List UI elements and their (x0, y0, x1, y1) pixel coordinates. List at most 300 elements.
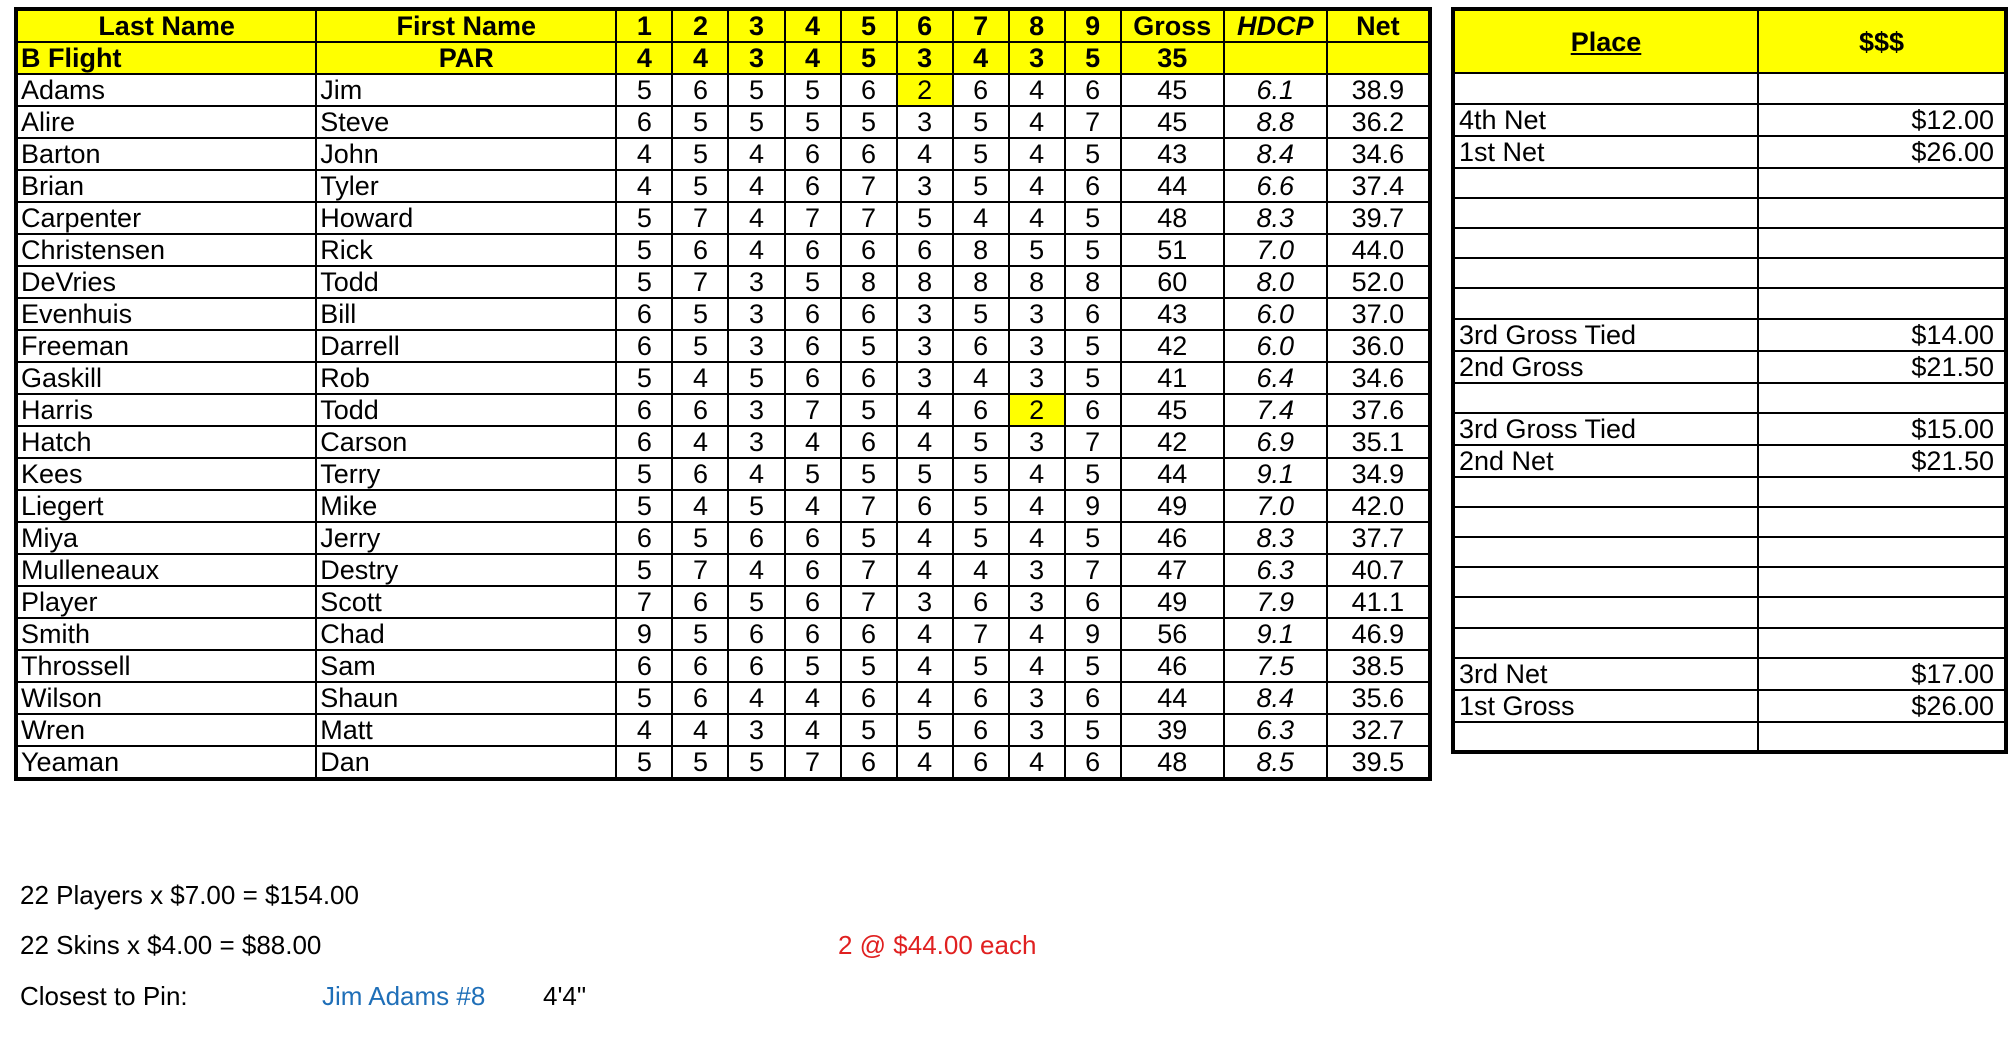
hole-3-score: 3 (728, 330, 784, 362)
net-cell: 32.7 (1327, 714, 1430, 746)
first-name-cell: Matt (316, 714, 616, 746)
net-cell: 34.9 (1327, 458, 1430, 490)
first-name-cell: Darrell (316, 330, 616, 362)
payout-header-row (1453, 9, 2006, 73)
place-cell (1453, 722, 1758, 752)
place-cell (1453, 477, 1758, 507)
net-cell: 46.9 (1327, 618, 1430, 650)
place-header-label: Place (1570, 26, 1642, 57)
hole-4-score: 6 (785, 138, 841, 170)
hole-1-score: 5 (616, 746, 672, 779)
hole-2-score: 5 (672, 618, 728, 650)
gross-cell: 44 (1121, 458, 1224, 490)
hdcp-header: HDCP (1224, 9, 1327, 42)
gross-cell: 44 (1121, 682, 1224, 714)
table-row (16, 202, 1430, 234)
table-row (16, 650, 1430, 682)
hole-9-score: 5 (1065, 234, 1121, 266)
gross-cell: 51 (1121, 234, 1224, 266)
hole-3-score: 5 (728, 362, 784, 394)
gross-cell: 46 (1121, 650, 1224, 682)
hole-7-score: 5 (953, 650, 1009, 682)
first-name-cell: Jim (316, 74, 616, 106)
hole-9-score: 6 (1065, 170, 1121, 202)
money-cell (1758, 73, 2006, 103)
par-hole-9: 5 (1065, 42, 1121, 74)
hole-5-header: 5 (841, 9, 897, 42)
net-cell: 38.9 (1327, 74, 1430, 106)
place-cell (1453, 198, 1758, 228)
net-cell: 38.5 (1327, 650, 1430, 682)
hole-9-score: 7 (1065, 554, 1121, 586)
payout-row (1453, 690, 2006, 722)
place-cell: 4th Net (1453, 104, 1758, 136)
hole-5-score: 6 (841, 426, 897, 458)
hole-8-score: 3 (1009, 298, 1065, 330)
gross-cell: 45 (1121, 106, 1224, 138)
hole-8-score: 3 (1009, 554, 1065, 586)
first-name-cell: Todd (316, 266, 616, 298)
hole-4-score: 4 (785, 490, 841, 522)
hole-9-score: 5 (1065, 330, 1121, 362)
hole-2-score: 4 (672, 714, 728, 746)
hole-8-score: 4 (1009, 490, 1065, 522)
players-total-line: 22 Players x $7.00 = $154.00 (20, 880, 359, 910)
gross-cell: 49 (1121, 490, 1224, 522)
hole-3-score: 5 (728, 586, 784, 618)
money-cell (1758, 168, 2006, 198)
place-cell: 3rd Gross Tied (1453, 319, 1758, 351)
last-name-cell: Gaskill (16, 362, 316, 394)
hole-8-score: 4 (1009, 138, 1065, 170)
hole-3-score: 6 (728, 618, 784, 650)
payout-row (1453, 567, 2006, 597)
table-row (16, 490, 1430, 522)
hole-4-score: 5 (785, 106, 841, 138)
hole-6-score: 4 (897, 394, 953, 426)
hole-9-header: 9 (1065, 9, 1121, 42)
money-cell (1758, 537, 2006, 567)
hole-1-header: 1 (616, 9, 672, 42)
payout-row (1453, 445, 2006, 477)
table-row (16, 586, 1430, 618)
hdcp-cell: 7.0 (1224, 490, 1327, 522)
hole-1-score: 6 (616, 522, 672, 554)
hole-6-score: 4 (897, 554, 953, 586)
last-name-cell: Wilson (16, 682, 316, 714)
gross-cell: 39 (1121, 714, 1224, 746)
hole-1-score: 4 (616, 714, 672, 746)
par-hole-4: 4 (785, 42, 841, 74)
hole-7-score: 8 (953, 234, 1009, 266)
hole-3-header: 3 (728, 9, 784, 42)
hole-7-score: 6 (953, 746, 1009, 779)
first-name-cell: Bill (316, 298, 616, 330)
net-cell: 52.0 (1327, 266, 1430, 298)
money-cell: $26.00 (1758, 690, 2006, 722)
hole-4-score: 5 (785, 650, 841, 682)
hole-8-score: 4 (1009, 74, 1065, 106)
hole-2-score: 6 (672, 458, 728, 490)
closest-to-pin-winner: Jim Adams #8 (322, 981, 486, 1011)
hole-4-score: 6 (785, 586, 841, 618)
par-label: PAR (316, 42, 616, 74)
hole-5-score: 7 (841, 490, 897, 522)
hole-6-score: 5 (897, 202, 953, 234)
hdcp-cell: 9.1 (1224, 618, 1327, 650)
money-cell (1758, 567, 2006, 597)
hdcp-cell: 6.6 (1224, 170, 1327, 202)
money-cell: $12.00 (1758, 104, 2006, 136)
hole-7-score: 6 (953, 394, 1009, 426)
table-row (16, 362, 1430, 394)
last-name-cell: Player (16, 586, 316, 618)
gross-cell: 45 (1121, 394, 1224, 426)
hole-3-score: 4 (728, 234, 784, 266)
hole-6-score: 4 (897, 650, 953, 682)
hole-2-score: 6 (672, 394, 728, 426)
last-name-cell: Carpenter (16, 202, 316, 234)
payout-row (1453, 383, 2006, 413)
last-name-cell: Barton (16, 138, 316, 170)
gross-cell: 41 (1121, 362, 1224, 394)
place-cell (1453, 73, 1758, 103)
place-cell (1453, 537, 1758, 567)
hole-1-score: 5 (616, 554, 672, 586)
hole-8-score: 5 (1009, 234, 1065, 266)
hole-4-score: 7 (785, 394, 841, 426)
first-name-cell: Sam (316, 650, 616, 682)
hole-8-score: 4 (1009, 170, 1065, 202)
hole-6-score: 4 (897, 138, 953, 170)
hole-3-score: 3 (728, 298, 784, 330)
closest-to-pin-label: Closest to Pin: (20, 981, 188, 1011)
gross-cell: 49 (1121, 586, 1224, 618)
hole-1-score: 5 (616, 490, 672, 522)
hdcp-cell: 9.1 (1224, 458, 1327, 490)
net-cell: 44.0 (1327, 234, 1430, 266)
first-name-cell: Dan (316, 746, 616, 779)
gross-cell: 56 (1121, 618, 1224, 650)
first-name-cell: Destry (316, 554, 616, 586)
place-cell: 2nd Gross (1453, 351, 1758, 383)
last-name-cell: Wren (16, 714, 316, 746)
place-cell (1453, 628, 1758, 658)
skins-total-line: 22 Skins x $4.00 = $88.00 (20, 930, 322, 960)
gross-cell: 43 (1121, 138, 1224, 170)
money-cell (1758, 383, 2006, 413)
place-cell: 1st Net (1453, 136, 1758, 168)
hdcp-cell: 8.4 (1224, 138, 1327, 170)
last-name-cell: Smith (16, 618, 316, 650)
hole-6-score: 6 (897, 234, 953, 266)
hole-3-score: 5 (728, 746, 784, 779)
hole-6-header: 6 (897, 9, 953, 42)
first-name-cell: Rick (316, 234, 616, 266)
hdcp-cell: 7.5 (1224, 650, 1327, 682)
table-row (16, 458, 1430, 490)
place-cell (1453, 228, 1758, 258)
header-row (16, 9, 1430, 42)
hole-5-score: 5 (841, 522, 897, 554)
hole-4-score: 6 (785, 234, 841, 266)
hole-2-score: 5 (672, 138, 728, 170)
net-cell: 34.6 (1327, 138, 1430, 170)
table-row (16, 170, 1430, 202)
payout-row (1453, 477, 2006, 507)
table-row (16, 522, 1430, 554)
hole-2-score: 7 (672, 266, 728, 298)
money-header: $$$ (1758, 9, 2006, 73)
hole-9-score: 6 (1065, 746, 1121, 779)
last-name-cell: Liegert (16, 490, 316, 522)
hole-1-score: 4 (616, 170, 672, 202)
money-cell: $17.00 (1758, 658, 2006, 690)
hole-2-score: 7 (672, 202, 728, 234)
money-cell (1758, 228, 2006, 258)
place-cell (1453, 288, 1758, 318)
hole-8-score: 2 (1009, 394, 1065, 426)
place-header (1453, 9, 1758, 73)
hdcp-cell: 8.3 (1224, 522, 1327, 554)
hole-3-score: 3 (728, 266, 784, 298)
hole-8-score: 4 (1009, 458, 1065, 490)
par-hole-8: 3 (1009, 42, 1065, 74)
hole-2-score: 5 (672, 330, 728, 362)
hole-4-score: 6 (785, 330, 841, 362)
hole-5-score: 8 (841, 266, 897, 298)
hole-6-score: 3 (897, 586, 953, 618)
hole-9-score: 9 (1065, 490, 1121, 522)
net-cell: 34.6 (1327, 362, 1430, 394)
hole-9-score: 8 (1065, 266, 1121, 298)
hole-1-score: 5 (616, 234, 672, 266)
table-row (16, 106, 1430, 138)
table-row (16, 554, 1430, 586)
hole-7-score: 6 (953, 682, 1009, 714)
hdcp-cell: 6.9 (1224, 426, 1327, 458)
hole-2-score: 4 (672, 426, 728, 458)
hole-1-score: 7 (616, 586, 672, 618)
payout-row (1453, 168, 2006, 198)
first-name-cell: Carson (316, 426, 616, 458)
last-name-cell: Hatch (16, 426, 316, 458)
hole-6-score: 4 (897, 618, 953, 650)
first-name-cell: Chad (316, 618, 616, 650)
hole-7-header: 7 (953, 9, 1009, 42)
hole-1-score: 6 (616, 330, 672, 362)
last-name-cell: Christensen (16, 234, 316, 266)
hole-3-score: 5 (728, 106, 784, 138)
hole-9-score: 5 (1065, 650, 1121, 682)
net-cell: 35.1 (1327, 426, 1430, 458)
par-hole-1: 4 (616, 42, 672, 74)
hole-5-score: 6 (841, 234, 897, 266)
hole-4-score: 7 (785, 746, 841, 779)
last-name-cell: Alire (16, 106, 316, 138)
gross-cell: 44 (1121, 170, 1224, 202)
last-name-header: Last Name (16, 9, 316, 42)
hole-6-score: 3 (897, 330, 953, 362)
hdcp-cell: 6.3 (1224, 554, 1327, 586)
gross-cell: 42 (1121, 426, 1224, 458)
payout-row (1453, 507, 2006, 537)
hole-3-score: 4 (728, 170, 784, 202)
hole-8-score: 4 (1009, 618, 1065, 650)
table-row (16, 138, 1430, 170)
hole-2-score: 6 (672, 234, 728, 266)
hole-5-score: 5 (841, 458, 897, 490)
first-name-cell: Rob (316, 362, 616, 394)
scorecard-table (14, 7, 1432, 781)
hole-5-score: 5 (841, 714, 897, 746)
hole-5-score: 6 (841, 746, 897, 779)
hole-4-score: 6 (785, 522, 841, 554)
hole-9-score: 6 (1065, 586, 1121, 618)
hole-2-score: 5 (672, 106, 728, 138)
last-name-cell: Adams (16, 74, 316, 106)
hole-2-score: 6 (672, 682, 728, 714)
hole-1-score: 5 (616, 682, 672, 714)
player-rows (16, 74, 1430, 779)
place-cell: 3rd Net (1453, 658, 1758, 690)
net-cell: 36.0 (1327, 330, 1430, 362)
place-cell (1453, 567, 1758, 597)
hole-4-score: 6 (785, 554, 841, 586)
hole-3-score: 4 (728, 458, 784, 490)
money-cell: $21.50 (1758, 351, 2006, 383)
hole-1-score: 6 (616, 426, 672, 458)
payout-row (1453, 722, 2006, 752)
hdcp-cell: 6.1 (1224, 74, 1327, 106)
hole-6-score: 3 (897, 106, 953, 138)
hole-3-score: 3 (728, 394, 784, 426)
par-hole-7: 4 (953, 42, 1009, 74)
hole-8-score: 3 (1009, 714, 1065, 746)
net-cell: 42.0 (1327, 490, 1430, 522)
hole-3-score: 3 (728, 426, 784, 458)
hole-8-score: 3 (1009, 586, 1065, 618)
hole-4-score: 5 (785, 458, 841, 490)
last-name-cell: Yeaman (16, 746, 316, 779)
money-cell (1758, 258, 2006, 288)
first-name-cell: Jerry (316, 522, 616, 554)
last-name-cell: Brian (16, 170, 316, 202)
hdcp-cell: 8.3 (1224, 202, 1327, 234)
hole-6-score: 6 (897, 490, 953, 522)
money-cell (1758, 198, 2006, 228)
hole-3-score: 5 (728, 74, 784, 106)
place-cell (1453, 168, 1758, 198)
payout-rows (1453, 73, 2006, 752)
hole-8-score: 3 (1009, 426, 1065, 458)
hole-7-score: 6 (953, 74, 1009, 106)
money-cell: $15.00 (1758, 413, 2006, 445)
hole-9-score: 7 (1065, 426, 1121, 458)
money-cell: $21.50 (1758, 445, 2006, 477)
hole-3-score: 3 (728, 714, 784, 746)
par-row (16, 42, 1430, 74)
hole-8-score: 8 (1009, 266, 1065, 298)
money-cell (1758, 597, 2006, 627)
payout-row (1453, 351, 2006, 383)
hole-8-score: 3 (1009, 362, 1065, 394)
hole-4-score: 6 (785, 170, 841, 202)
par-hole-3: 3 (728, 42, 784, 74)
table-row (16, 746, 1430, 779)
hole-1-score: 5 (616, 202, 672, 234)
payout-row (1453, 198, 2006, 228)
par-hole-2: 4 (672, 42, 728, 74)
hole-1-score: 5 (616, 362, 672, 394)
place-cell: 2nd Net (1453, 445, 1758, 477)
net-cell: 37.6 (1327, 394, 1430, 426)
hole-7-score: 4 (953, 202, 1009, 234)
table-row (16, 234, 1430, 266)
hole-4-score: 4 (785, 714, 841, 746)
hole-8-header: 8 (1009, 9, 1065, 42)
hole-5-score: 5 (841, 650, 897, 682)
table-row (16, 714, 1430, 746)
hole-3-score: 6 (728, 650, 784, 682)
hole-2-score: 6 (672, 650, 728, 682)
hole-6-score: 4 (897, 682, 953, 714)
hole-7-score: 5 (953, 170, 1009, 202)
hole-7-score: 5 (953, 106, 1009, 138)
table-row (16, 394, 1430, 426)
hole-6-score: 3 (897, 362, 953, 394)
hole-3-score: 4 (728, 682, 784, 714)
hole-5-score: 5 (841, 330, 897, 362)
hole-7-score: 5 (953, 522, 1009, 554)
hole-2-score: 4 (672, 362, 728, 394)
last-name-cell: Throssell (16, 650, 316, 682)
hole-9-score: 5 (1065, 138, 1121, 170)
payout-row (1453, 258, 2006, 288)
net-cell: 37.7 (1327, 522, 1430, 554)
hole-6-score: 3 (897, 298, 953, 330)
hole-2-score: 5 (672, 746, 728, 779)
hdcp-cell: 6.4 (1224, 362, 1327, 394)
hole-2-score: 6 (672, 586, 728, 618)
hole-9-score: 9 (1065, 618, 1121, 650)
table-row (16, 618, 1430, 650)
hole-7-score: 6 (953, 714, 1009, 746)
hole-9-score: 5 (1065, 714, 1121, 746)
hole-4-score: 6 (785, 362, 841, 394)
hole-7-score: 4 (953, 554, 1009, 586)
place-cell (1453, 383, 1758, 413)
hdcp-cell: 8.5 (1224, 746, 1327, 779)
hole-1-score: 6 (616, 298, 672, 330)
hole-3-score: 4 (728, 138, 784, 170)
money-cell: $14.00 (1758, 319, 2006, 351)
payout-row (1453, 537, 2006, 567)
hole-9-score: 6 (1065, 298, 1121, 330)
hole-7-score: 8 (953, 266, 1009, 298)
hole-4-score: 7 (785, 202, 841, 234)
table-row (16, 298, 1430, 330)
first-name-cell: Steve (316, 106, 616, 138)
par-net-empty (1327, 42, 1430, 74)
net-cell: 37.4 (1327, 170, 1430, 202)
net-cell: 41.1 (1327, 586, 1430, 618)
net-cell: 39.5 (1327, 746, 1430, 779)
hole-9-score: 5 (1065, 458, 1121, 490)
money-cell (1758, 477, 2006, 507)
hdcp-cell: 7.9 (1224, 586, 1327, 618)
hole-1-score: 6 (616, 394, 672, 426)
